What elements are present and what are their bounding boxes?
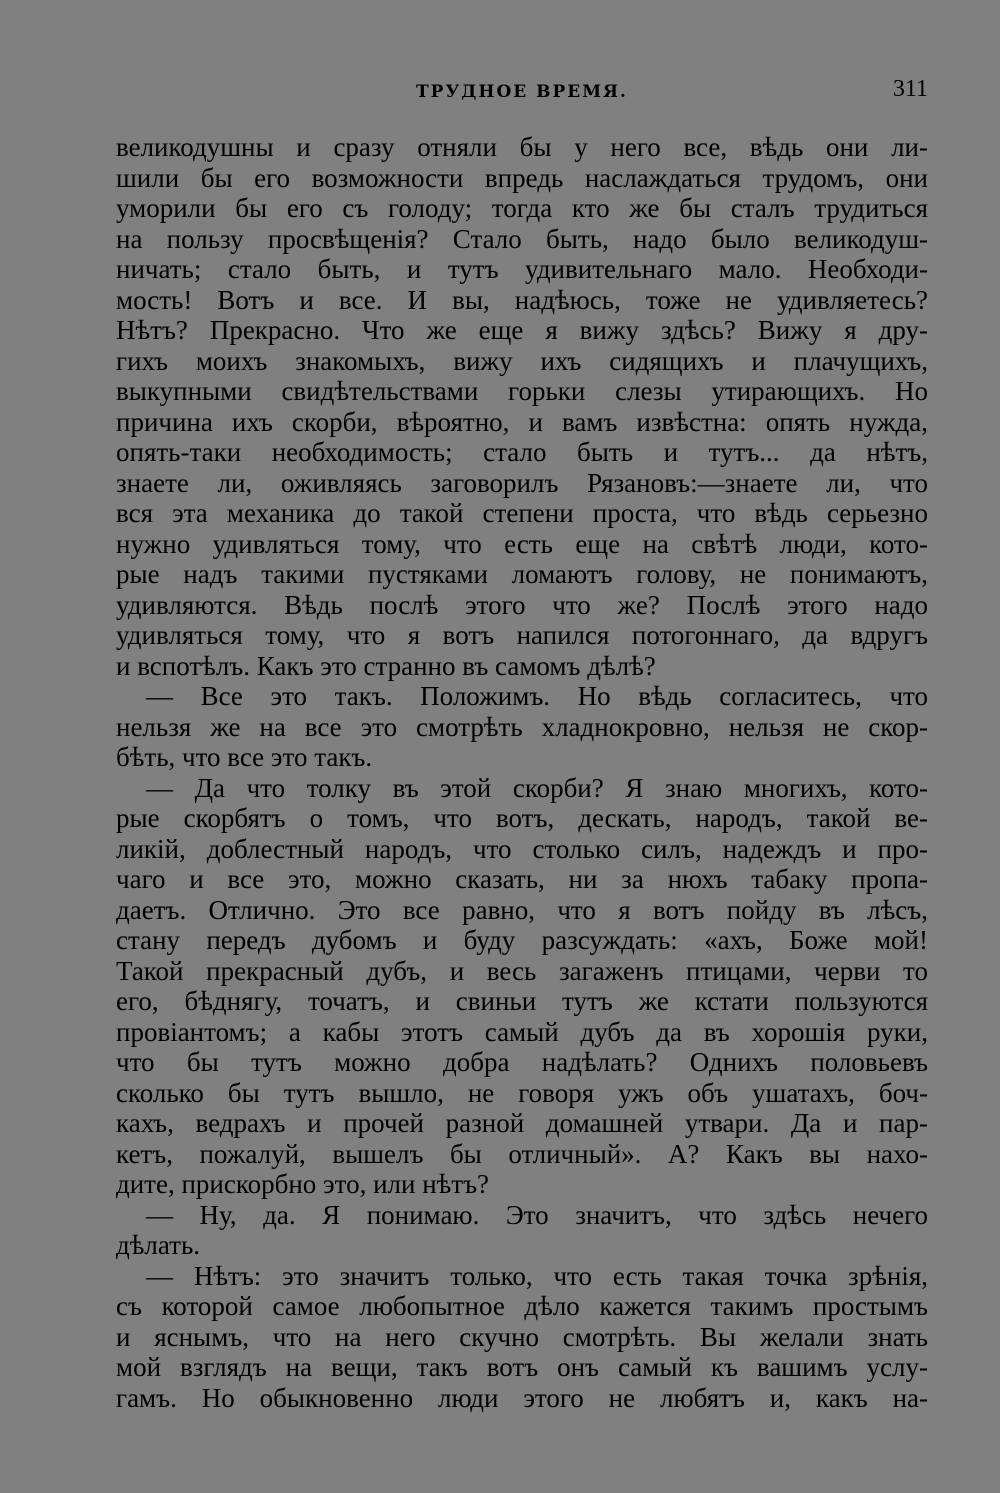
text-line: нужно удивляться тому, что есть еще на свѣтѣ люди, кото-: [116, 528, 928, 559]
text-line: нельзя же на все это смотрѣть хладнокровно, нельзя не скор-: [116, 711, 928, 742]
text-line: мость! Вотъ и все. И вы, надѣюсь, тоже не удивляетесь?: [116, 284, 928, 315]
text-line: чаго и все это, можно сказать, ни за нюхъ табаку пропа-: [116, 864, 928, 894]
text-line: бѣть, что все это такъ.: [116, 742, 373, 772]
text-line: кетъ, пожалуй, вышелъ бы отличный». А? Какъ вы нахо-: [116, 1138, 928, 1169]
page-number: 311: [892, 76, 928, 102]
text-line: стану передъ дубомъ и буду разсуждать: «ахъ, Боже мой!: [116, 925, 928, 955]
text-line: мой взглядъ на вещи, такъ вотъ онъ самый къ вашимъ услу-: [116, 1352, 928, 1382]
text-line: ничать; стало быть, и тутъ удивительнаго мало. Необходи-: [116, 254, 928, 284]
text-line: гамъ. Но обыкновенно люди этого не любятъ и, какъ на-: [116, 1382, 928, 1413]
text-line: гихъ моихъ знакомыхъ, вижу ихъ сидящихъ и плачущихъ,: [116, 345, 928, 376]
text-line: кахъ, ведрахъ и прочей разной домашней утвари. Да и пар-: [116, 1108, 928, 1138]
text-line: дѣлать.: [116, 1230, 201, 1260]
text-line: Такой прекрасный дубъ, и весь загаженъ птицами, черви то: [116, 955, 928, 986]
text-line: — Все это такъ. Положимъ. Но вѣдь согласитесь, что: [146, 681, 928, 711]
text-line: провіантомъ; а кабы этотъ самый дубъ да въ хорошія руки,: [116, 1016, 928, 1047]
text-line: его, бѣднягу, точатъ, и свиньи тутъ же кстати пользуются: [116, 986, 928, 1016]
text-line: дите, прискорбно это, или нѣтъ?: [116, 1169, 490, 1199]
text-line: — Нѣтъ: это значитъ только, что есть такая точка зрѣнія,: [146, 1260, 928, 1291]
text-line: и яснымъ, что на него скучно смотрѣть. Вы желали знать: [116, 1321, 928, 1352]
text-line: и вспотѣлъ. Какъ это странно въ самомъ дѣлѣ?: [116, 650, 656, 681]
text-line: великодушны и сразу отняли бы у него все, вѣдь они ли-: [116, 132, 928, 162]
text-line: Нѣтъ? Прекрасно. Что же еще я вижу здѣсь? Вижу я дру-: [116, 315, 928, 345]
text-line: на пользу просвѣщенія? Стало быть, надо было великодуш-: [116, 223, 928, 254]
text-line: шили бы его возможности впредь наслаждаться трудомъ, они: [116, 162, 928, 193]
text-line: рые скорбятъ о томъ, что вотъ, дескать, народъ, такой ве-: [116, 803, 928, 833]
text-line: сколько бы тутъ вышло, не говоря ужъ объ ушатахъ, боч-: [116, 1077, 928, 1108]
text-line: опять-таки необходимость; стало быть и тутъ... да нѣтъ,: [116, 437, 928, 467]
text-line: съ которой самое любопытное дѣло кажется такимъ простымъ: [116, 1291, 928, 1321]
running-head: [116, 76, 928, 110]
text-line: удивляться тому, что я вотъ напился потогоннаго, да вдругъ: [116, 620, 928, 650]
text-line: причина ихъ скорби, вѣроятно, и вамъ извѣстна: опять нужда,: [116, 406, 928, 437]
running-title: ТРУДНОЕ ВРЕМЯ.: [416, 82, 628, 102]
text-line: удивляются. Вѣдь послѣ этого что же? Послѣ этого надо: [116, 589, 928, 620]
text-line: — Ну, да. Я понимаю. Это значитъ, что здѣсь нечего: [146, 1199, 928, 1230]
text-line: ликій, доблестный народъ, что столько силъ, надеждъ и про-: [116, 833, 928, 864]
text-line: уморили бы его съ голоду; тогда кто же бы сталъ трудиться: [116, 193, 928, 223]
text-line: выкупными свидѣтельствами горьки слезы утирающихъ. Но: [116, 376, 928, 406]
text-line: вся эта механика до такой степени проста, что вѣдь серьезно: [116, 498, 928, 528]
text-line: рые надъ такими пустяками ломаютъ голову, не понимаютъ,: [116, 559, 928, 589]
text-line: — Да что толку въ этой скорби? Я знаю многихъ, кото-: [146, 772, 928, 803]
body-text: [116, 132, 928, 1413]
text-line: знаете ли, оживляясь заговорилъ Рязановъ:—знаете ли, что: [116, 467, 928, 498]
text-line: что бы тутъ можно добра надѣлать? Однихъ половьевъ: [116, 1047, 928, 1077]
text-line: даетъ. Отлично. Это все равно, что я вотъ пойду въ лѣсъ,: [116, 894, 928, 925]
